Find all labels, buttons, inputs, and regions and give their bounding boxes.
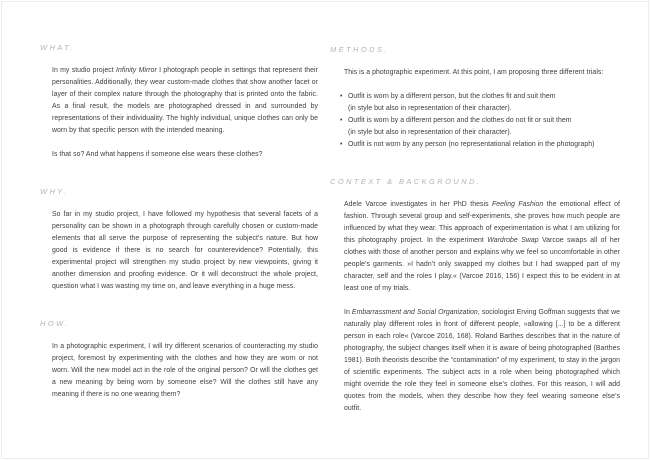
section-methods bbox=[330, 46, 620, 151]
trial-item-1-subtext: (in style but also in representation of their character). bbox=[348, 105, 512, 112]
methods-body bbox=[340, 67, 620, 151]
methods-intro: This is a photographic experiment. At this point, I am proposing three different trials: bbox=[344, 69, 604, 76]
what-body bbox=[52, 65, 318, 161]
context-paragraph-2: In Embarrassment and Social Organization, sociologist Erving Goffman suggests that we naturally play different roles in front of different people, »allowing [...] to be a different person in each role« (Varcoe 2016, 168). Roland Barthes describes that in the nature of photography, the subject changes itself when it is aware of being photographed (Barthes 1981). Both theorists describe the “contamination” of my experiment, to stay in the jargon of scientific experiments. The subject acts in a role when being photographed which might override the role they feel in someone else’s clothes. For this reason, I will add quotes from the models, when they describe how they feel wearing someone else’s outfit. bbox=[344, 309, 620, 412]
bullet-icon: • bbox=[340, 141, 343, 148]
context-background-body bbox=[344, 199, 620, 415]
why-heading: WHY. bbox=[40, 187, 69, 196]
how-heading: HOW. bbox=[40, 319, 70, 328]
trials-list bbox=[340, 91, 620, 151]
trial-item-1 bbox=[340, 91, 620, 115]
what-paragraph-1: In my studio project Infinity Mirror I photograph people in settings that represent their personalities. Additionally, they wear custom-made clothes that show another facet or layer of their complex nature through the photography that is printed onto the fabric. As a final result, the models are photographed dressed in and surrounded by representations of their individuality. The highly individual, unique clothes can only be worn by that specific person with the intended meaning. bbox=[52, 67, 318, 134]
section-context-background bbox=[330, 178, 620, 415]
how-body bbox=[52, 341, 318, 401]
methods-heading: METHODS. bbox=[330, 45, 389, 54]
section-what bbox=[40, 44, 318, 161]
trial-item-2 bbox=[340, 115, 620, 139]
context-background-heading: CONTEXT & BACKGROUND. bbox=[330, 177, 482, 186]
why-paragraph-1: So far in my studio project, I have followed my hypothesis that several facets of a personality can be shown in a photograph through carefully chosen or custom-made elements that all serve the purpose of representing the subject’s nature. But how good is evidence if there is no search for counterevidence? Potentially, this experimental project will strengthen my studio project by new viewpoints, giving it another dimension and proofing evidence. Or it will deconstruct the whole project, question what I was wasting my time on, and leave everything in a huge mess. bbox=[52, 211, 318, 290]
trial-item-3 bbox=[340, 139, 620, 151]
bullet-icon: • bbox=[340, 117, 343, 124]
bullet-icon: • bbox=[340, 93, 343, 100]
what-heading: WHAT. bbox=[40, 43, 75, 52]
how-paragraph-1: In a photographic experiment, I will try different scenarios of counteracting my studio project, foremost by experimenting with the clothes and how they are worn or not worn. Will the new model act in the role of the original person? Or will the clothes get a new meaning by being worn by someone else? Will the clothes still have any meaning if there is no one wearing them? bbox=[52, 343, 318, 398]
trial-item-1-text: Outfit is worn by a different person, but the clothes fit and suit them bbox=[348, 93, 556, 100]
trial-item-2-text: Outfit is worn by a different person and the clothes do not fit or suit them bbox=[348, 117, 572, 124]
why-body bbox=[52, 209, 318, 293]
trial-item-2-subtext: (in style but also in representation of their character). bbox=[348, 129, 512, 136]
section-how bbox=[40, 320, 318, 401]
what-paragraph-2: Is that so? And what happens if someone else wears these clothes? bbox=[52, 151, 263, 158]
context-paragraph-1: Adele Varcoe investigates in her PhD thesis Feeling Fashion the emotional effect of fashion. Through several group and self-experiments, she proves how much people are influenced by what they wear. This approach of experimentation is what I am utilizing for this photography project. In the experiment Wardrobe Swap Varcoe swaps all of her clothes with those of another person and explains why we feel so uncomfortable in other people’s garments. »I hadn’t only swapped my clothes but I had swapped part of my character, self and the roles I play.« (Varcoe 2016, 156) I expect this to be evident in at least one of my trials. bbox=[344, 201, 620, 292]
trial-item-3-text: Outfit is not worn by any person (no representational relation in the photograph) bbox=[348, 141, 595, 148]
section-why bbox=[40, 188, 318, 293]
